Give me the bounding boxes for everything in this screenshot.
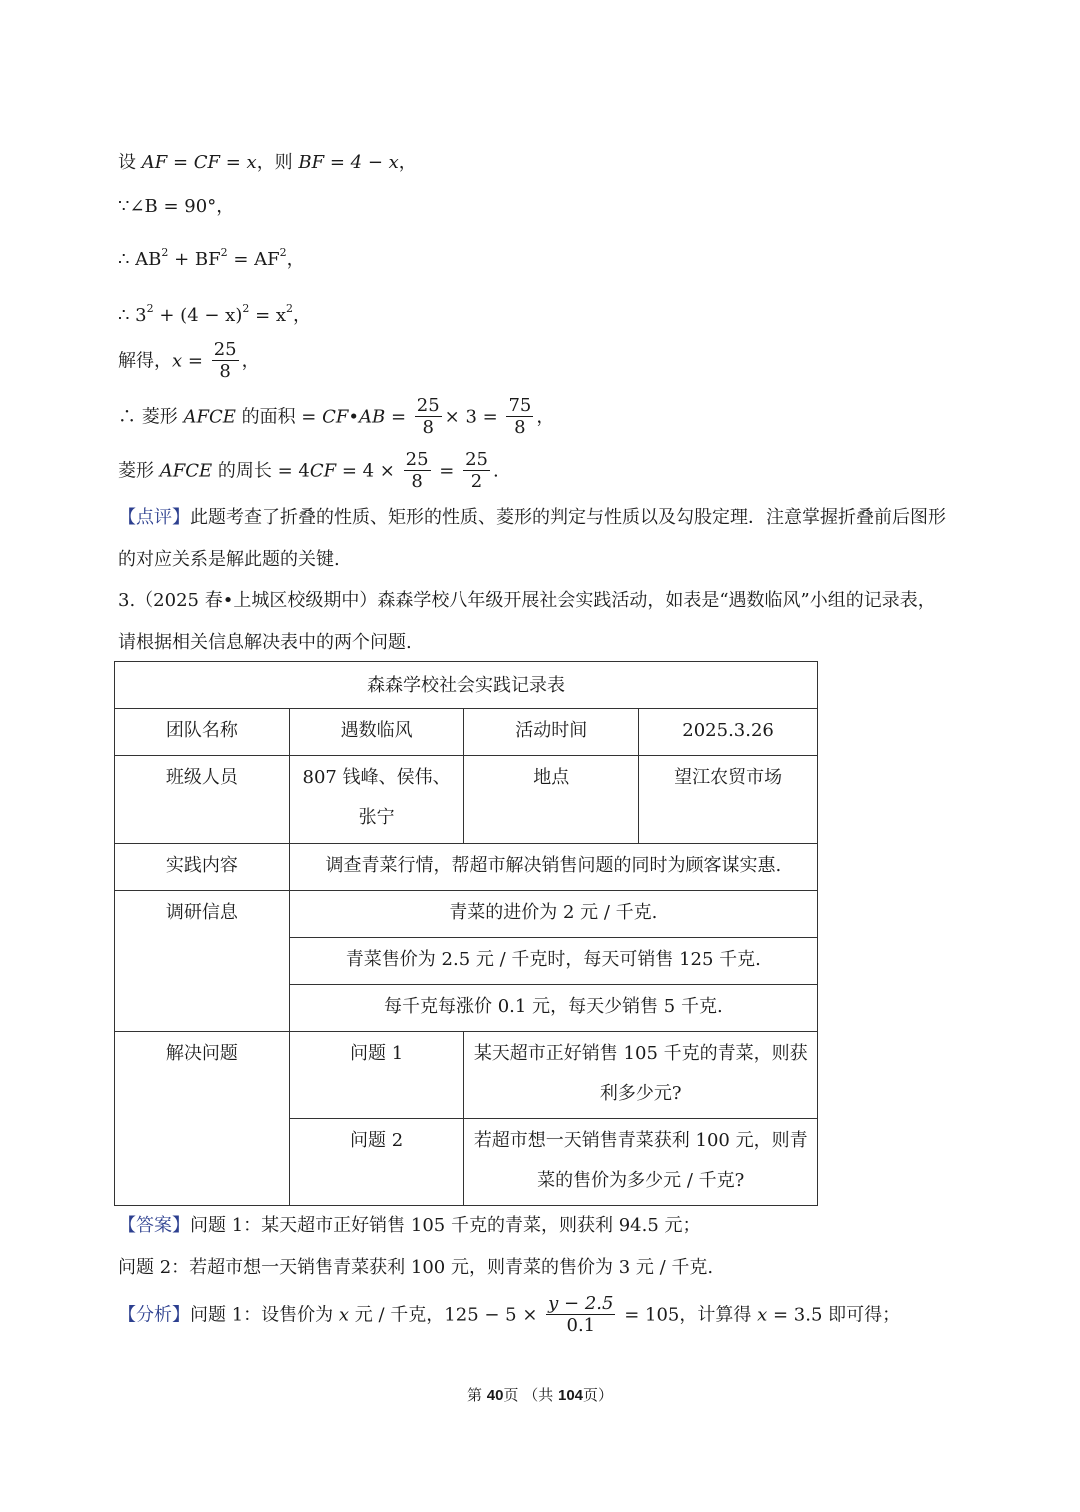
answer-tag: 【答案】 <box>118 1215 190 1236</box>
solve-label: 解决问题 <box>115 1032 290 1206</box>
content-label: 实践内容 <box>115 844 290 891</box>
content-value: 调查青菜行情，帮超市解决销售问题的同时为顾客谋实惠. <box>289 844 817 891</box>
page-footer: 第 40页 （共 104页） <box>466 1386 614 1404</box>
solution-line-4: ∴ $3^2 + (4 - x)^2 = x^2$， <box>118 302 312 326</box>
review-line-2: 的对应关系是解此题的关键. <box>118 549 340 570</box>
question-3-line-2: 请根据相关信息解决表中的两个问题. <box>118 632 412 653</box>
problem-label: 问题 1 <box>289 1032 464 1119</box>
solution-line-3: ∴ $AB^2 + BF^2 = AF^2$， <box>118 246 305 270</box>
analysis-tag: 【分析】 <box>118 1304 190 1326</box>
fraction: $\frac{25}{2}$ <box>465 449 488 492</box>
review-tag: 【点评】 <box>118 507 190 528</box>
team-label: 团队名称 <box>115 709 290 756</box>
place-label: 地点 <box>464 756 639 844</box>
solution-line-2: ∵∠B = 90°， <box>118 196 235 217</box>
research-item: 每千克每涨价 0.1 元，每天少销售 5 千克. <box>289 985 817 1032</box>
time-value: 2025.3.26 <box>639 709 818 756</box>
fraction: $\frac{25}{8}$ <box>213 339 237 382</box>
fraction: $\frac{y - 2.5}{0.1}$ <box>548 1293 614 1336</box>
time-label: 活动时间 <box>464 709 639 756</box>
research-label: 调研信息 <box>115 891 290 1032</box>
solution-line-5: 解得，x = $\frac{25}{8}$ ， <box>118 339 260 382</box>
analysis-line-1: 【分析】问题 1：设售价为 x 元 / 千克，125 − 5 × $\frac{y - 2.5}{0.1}$ = 105，计算得 x = 3.5 即可得； <box>118 1293 901 1336</box>
fraction: $\frac{25}{8}$ <box>416 395 440 438</box>
research-item: 青菜的进价为 2 元 / 千克. <box>289 891 817 938</box>
solution-line-6: ∴ 菱形 AFCE 的面积 = CF•AB = $\frac{25}{8}$ × 3 = $\frac{75}{8}$ ， <box>118 395 555 438</box>
solution-line-7: 菱形 AFCE 的周长 = 4CF = 4 × $\frac{25}{8}$ = $\frac{25}{2}$ . <box>118 449 499 492</box>
class-label: 班级人员 <box>115 756 290 844</box>
problem-label: 问题 2 <box>289 1119 464 1206</box>
question-3-line-1: 3.（2025 春•上城区校级期中）森森学校八年级开展社会实践活动，如表是“遇数临风”小组的记录表， <box>118 590 936 611</box>
table-title: 森森学校社会实践记录表 <box>115 662 818 709</box>
answer-line-2: 问题 2：若超市想一天销售青菜获利 100 元，则青菜的售价为 3 元 / 千克. <box>118 1257 714 1278</box>
team-value: 遇数临风 <box>289 709 464 756</box>
fraction: $\frac{25}{8}$ <box>405 449 429 492</box>
solution-line-1: 设 AF = CF = x，则 BF = 4 − x， <box>118 152 417 173</box>
problem-text: 若超市想一天销售青菜获利 100 元，则青菜的售价为多少元 / 千克? <box>464 1119 818 1206</box>
fraction: $\frac{75}{8}$ <box>508 395 532 438</box>
class-value: 807 钱峰、侯伟、张宁 <box>289 756 464 844</box>
place-value: 望江农贸市场 <box>639 756 818 844</box>
research-item: 青菜售价为 2.5 元 / 千克时，每天可销售 125 千克. <box>289 938 817 985</box>
review-line-1: 【点评】此题考查了折叠的性质、矩形的性质、菱形的判定与性质以及勾股定理．注意掌握折叠前后图形 <box>118 507 946 528</box>
practice-record-table <box>114 661 818 1206</box>
answer-line-1: 【答案】问题 1：某天超市正好销售 105 千克的青菜，则获利 94.5 元； <box>118 1215 701 1236</box>
problem-text: 某天超市正好销售 105 千克的青菜，则获利多少元? <box>464 1032 818 1119</box>
